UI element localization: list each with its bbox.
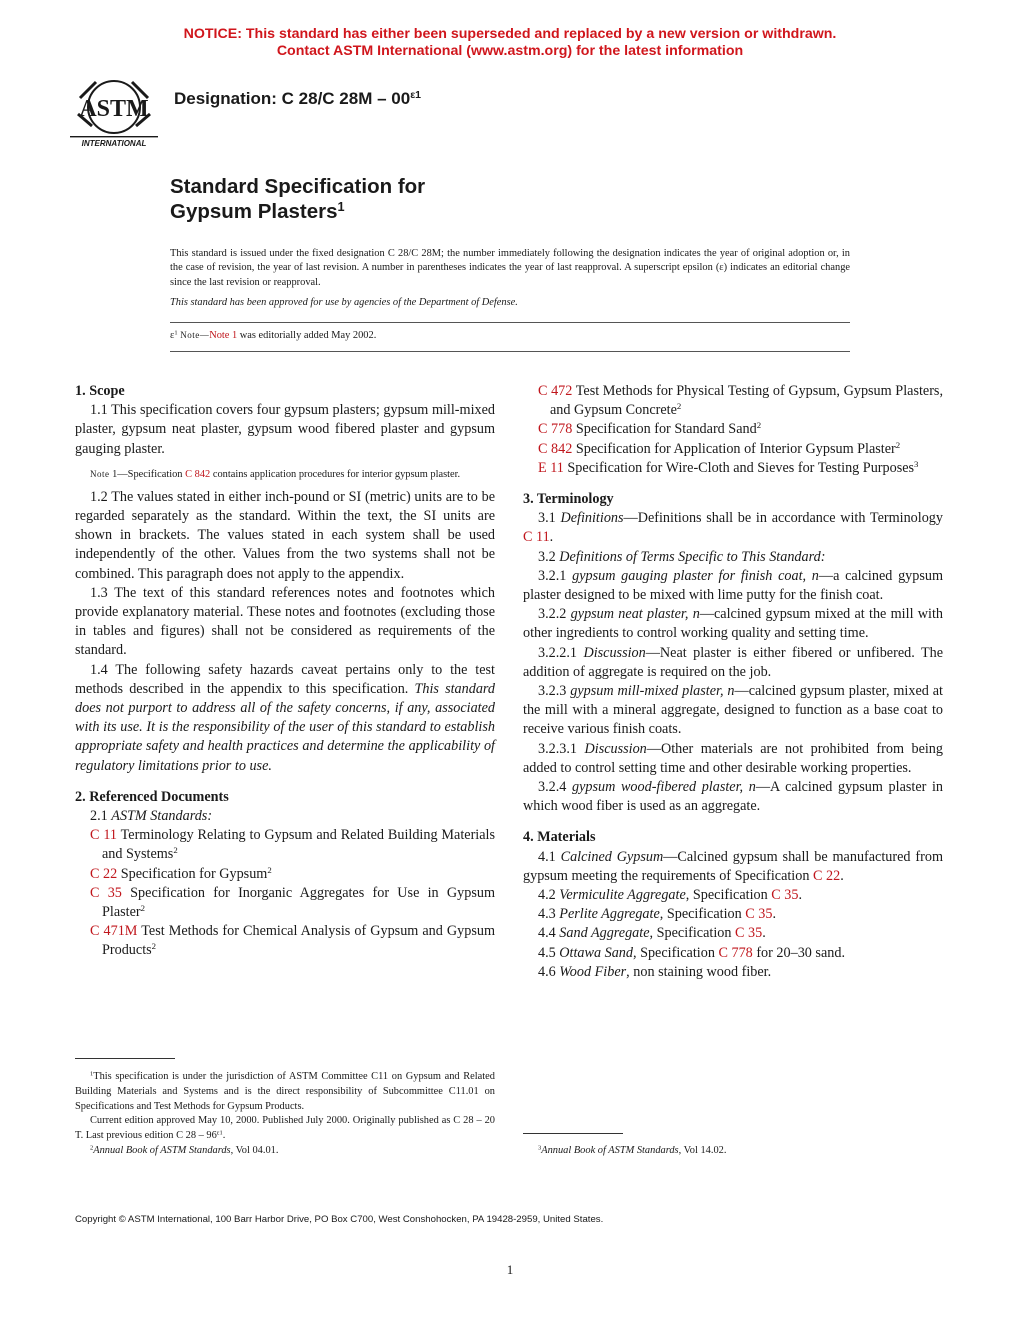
notice-banner xyxy=(0,26,1020,60)
logo-text: ASTM xyxy=(79,96,149,122)
ref-c778-text: Specification for Standard Sand xyxy=(572,421,757,438)
para-4-3-num: 4.3 xyxy=(538,906,560,923)
para-4-6 xyxy=(523,963,943,982)
notice-line-1: NOTICE: This standard has either been superseded and replaced by a new version or withdrawn. xyxy=(183,26,837,42)
designation xyxy=(174,89,421,109)
section-3-heading: 3. Terminology xyxy=(523,491,614,508)
footnote-1-mark: 1 xyxy=(90,1070,94,1078)
note-1 xyxy=(75,467,495,482)
para-4-3-label: Perlite Aggregate xyxy=(559,906,660,923)
ref-c472-link[interactable]: C 472 xyxy=(538,383,573,399)
section-2-heading: 2. Referenced Documents xyxy=(75,788,229,805)
ref-c22-text: Specification for Gypsum xyxy=(117,865,268,882)
ref-c22-fn: 2 xyxy=(267,864,272,875)
editorial-epsilon: ε xyxy=(170,330,175,341)
para-1-3: 1.3 The text of this standard references notes and footnotes which provide explanatory material. These notes and footnotes (excluding those in tables and figures) shall not be considered as requirements of the standard. xyxy=(75,584,495,659)
ref-c35-fn: 2 xyxy=(140,903,146,914)
para-4-4-text: , Specification xyxy=(649,925,736,942)
ref-c472-text: Test Methods for Physical Testing of Gypsum, Gypsum Plasters, and Gypsum Concrete xyxy=(550,383,943,419)
logo-subtext: INTERNATIONAL xyxy=(81,139,147,148)
title-line-1: Standard Specification for xyxy=(170,175,426,198)
editorial-note xyxy=(170,330,376,341)
divider-top xyxy=(170,322,850,323)
ref-item-c35 xyxy=(75,884,495,922)
note-1-link[interactable]: Note 1 xyxy=(209,330,238,341)
ref-c472-fn: 2 xyxy=(676,401,682,412)
para-1-1: 1.1 This specification covers four gypsum plasters; gypsum mill-mixed plaster, gypsum neat plaster, gypsum wood fibered plaster and gypsum gauging plaster. xyxy=(75,402,495,457)
para-3-2-2-1-text: —Neat plaster is either fibered or unfibered. The addition of aggregate is required on the job. xyxy=(523,644,943,680)
ref-c842-fn: 2 xyxy=(895,439,901,450)
issue-block xyxy=(170,247,850,311)
ref-c11-text: Terminology Relating to Gypsum and Related Building Materials and Systems xyxy=(102,827,496,863)
note-1-pre: 1—Specification xyxy=(109,468,186,480)
para-3-2-2-num: 3.2.2 xyxy=(538,606,571,623)
para-3-2 xyxy=(523,548,943,567)
para-3-2-3-1 xyxy=(523,740,943,778)
ref-c842-text: Specification for Application of Interior Gypsum Plaster xyxy=(572,440,896,457)
para-3-1-num: 3.1 xyxy=(538,510,561,527)
para-4-1-c22-link[interactable]: C 22 xyxy=(812,867,841,884)
ref-c35-text: Specification for Inorganic Aggregates for Use in Gypsum Plaster xyxy=(102,884,495,921)
page-number: 1 xyxy=(506,1262,514,1277)
astm-logo-graphic xyxy=(66,74,162,150)
footnotes-left xyxy=(75,1070,495,1159)
ref-e11-text: Specification for Wire-Cloth and Sieves for Testing Purposes xyxy=(563,459,915,476)
para-4-2: 4.2 Vermiculite Aggregate, Specification C 35. xyxy=(538,887,803,904)
para-3-2-2-1-num: 3.2.2.1 xyxy=(538,644,584,661)
para-2-1 xyxy=(75,807,495,826)
para-3-2-2-text: —calcined gypsum mixed at the mill with other ingredients to control working quality and setting time. xyxy=(523,606,944,642)
footnote-rule-left xyxy=(75,1058,175,1059)
para-3-2-4-num: 3.2.4 xyxy=(538,779,572,796)
ref-item-c778 xyxy=(523,420,943,439)
para-3-2-1-text: —a calcined gypsum plaster designed to be mixed with lime putty for the finish coat. xyxy=(523,567,943,604)
para-4-5-post: for 20–30 sand. xyxy=(752,944,845,961)
para-4-4-label: Sand Aggregate xyxy=(559,925,650,942)
para-4-6-text: , non staining wood fiber. xyxy=(626,963,772,980)
para-3-2-num: 3.2 xyxy=(538,548,560,565)
para-3-2-2-term: gypsum neat plaster, n xyxy=(570,606,700,623)
para-3-2-3-1-num: 3.2.3.1 xyxy=(538,740,585,757)
left-column xyxy=(75,382,495,961)
para-1-4 xyxy=(75,661,495,776)
footnote-2 xyxy=(75,1144,495,1159)
editorial-note-label: Note— xyxy=(180,330,210,340)
editorial-note-text: was editorially added May 2002. xyxy=(237,330,377,341)
para-1-4-plain: 1.4 The following safety hazards caveat pertains only to the test methods described in the appendix to this specification. xyxy=(75,661,495,697)
footnote-1-edition: Current edition approved May 10, 2000. Published July 2000. Originally published as C 28 – 20 T. Last previous edition C $28 - 96^{\varepsilon 1}$. xyxy=(75,1115,495,1142)
footnote-2-label: Annual Book of ASTM Standards xyxy=(93,1144,231,1156)
footnote-rule-right xyxy=(523,1133,623,1134)
para-4-3-text: , Specification xyxy=(659,906,746,923)
footnote-2-text: , Vol 04.01. xyxy=(230,1144,279,1156)
para-4-1-text: —Calcined gypsum shall be manufactured from gypsum meeting the requirements of Specification xyxy=(523,848,943,884)
para-4-1: 4.1 Calcined Gypsum—Calcined gypsum shall be manufactured from gypsum meeting the requirements of Specification C 22. xyxy=(523,848,943,884)
para-4-4-c35-link[interactable]: C 35 xyxy=(735,925,763,942)
para-4-4-num: 4.4 xyxy=(538,925,560,942)
footnote-1-text: This specification is under the jurisdiction of ASTM Committee C11 on Gypsum and Related Building Materials and Systems and is the direct responsibility of Subcommittee C11.01 on Specifications and Test Methods for Gypsum Products. xyxy=(75,1071,495,1112)
para-3-1: 3.1 Definitions—Definitions shall be in accordance with Terminology C 11. xyxy=(523,510,943,546)
para-3-2-4-term: gypsum wood-fibered plaster, n xyxy=(572,779,756,796)
note-1-c842-link[interactable]: C 842 xyxy=(185,468,211,480)
para-3-2-3 xyxy=(523,682,943,740)
ref-c22-link[interactable]: C 22 xyxy=(90,865,118,882)
para-3-2-label: Definitions of Terms Specific to This Standard: xyxy=(559,548,826,565)
para-2-1-num: 2.1 xyxy=(90,808,112,825)
astm-logo xyxy=(66,74,162,150)
title-line-2: Gypsum Plasters xyxy=(170,200,338,223)
footnote-3-mark: 3 xyxy=(538,1144,542,1152)
para-4-2-label: Vermiculite Aggregate xyxy=(559,887,686,904)
issue-note: This standard is issued under the fixed designation C 28/C 28M; the number immediately following the designation indicates the year of original adoption or, in the case of revision, the year of last revision. A number in parentheses indicates the year of last reapproval. A superscript epsilon (ε) indicates an editorial change since the last revision or reapproval. xyxy=(170,248,850,288)
dod-note: This standard has been approved for use by agencies of the Department of Defense. xyxy=(170,297,518,309)
para-3-2-1-term: gypsum gauging plaster for finish coat, n xyxy=(572,567,819,584)
document-title xyxy=(170,174,425,224)
footnote-3 xyxy=(523,1144,943,1159)
para-4-5-c778-link[interactable]: C 778 xyxy=(718,944,753,961)
para-3-2-2-1-label: Discussion xyxy=(583,644,646,661)
footnote-1-edition-text: Current edition approved May 10, 2000. Published July 2000. Originally published as C 28 – 20 T. Last previous edition C 28 – 96 xyxy=(75,1115,495,1142)
section-4-heading: 4. Materials xyxy=(523,829,596,846)
ref-c842-link[interactable]: C 842 xyxy=(538,440,573,457)
divider-bottom xyxy=(170,351,850,352)
para-3-2-2 xyxy=(523,605,943,643)
para-3-2-3-num: 3.2.3 xyxy=(538,683,571,700)
notice-line-2: Contact ASTM International (www.astm.org) for the latest information xyxy=(276,43,744,59)
para-1-4-caveat: This standard does not purport to address all of the safety concerns, if any, associated with its use. It is the responsibility of the user of this standard to establish appropriate safety and health practices and determine the applicability of regulatory limitations prior to use. xyxy=(75,680,495,774)
para-3-2-4 xyxy=(523,778,943,816)
ref-c471m-fn: 2 xyxy=(151,941,157,952)
para-4-4: 4.4 Sand Aggregate, Specification C 35. xyxy=(538,925,766,942)
ref-c11-fn: 2 xyxy=(173,845,178,856)
ref-c471m-link[interactable]: C 471M xyxy=(90,923,138,940)
ref-c11-link[interactable]: C 11 xyxy=(90,827,117,844)
para-4-2-c35-link[interactable]: C 35 xyxy=(771,887,799,904)
para-4-5-text: , Specification xyxy=(632,944,719,961)
footnote-3-text: , Vol 14.02. xyxy=(678,1145,727,1156)
section-1-heading: 1. Scope xyxy=(75,383,125,399)
para-3-2-3-term: gypsum mill-mixed plaster, n xyxy=(570,683,735,700)
designation-superscript: ε1 xyxy=(410,89,422,102)
ref-c35-link[interactable]: C 35 xyxy=(90,884,122,901)
para-3-2-1-num: 3.2.1 xyxy=(538,567,573,584)
para-3-1-text: —Definitions shall be in accordance with Terminology xyxy=(623,510,943,527)
ref-c778-fn: 2 xyxy=(756,420,762,431)
para-1-2: 1.2 The values stated in either inch-pound or SI (metric) units are to be regarded separately as the standard. Within the text, the SI units are shown in brackets. The values stated in each system shall be used independently of the other. Values from the two systems shall not be combined. This paragraph does not apply to the appendix. xyxy=(75,488,495,582)
ref-item-c22 xyxy=(75,865,495,884)
title-footnote-mark: 1 xyxy=(337,199,345,215)
ref-item-c842 xyxy=(523,440,943,459)
para-4-5-num: 4.5 xyxy=(538,944,560,961)
para-4-3-c35-link[interactable]: C 35 xyxy=(745,906,773,923)
para-4-1-num: 4.1 xyxy=(538,848,561,865)
editorial-epsilon-sup: 1 xyxy=(174,329,178,337)
note-1-post: contains application procedures for interior gypsum plaster. xyxy=(210,468,461,480)
footnote-3-label: Annual Book of ASTM Standards xyxy=(541,1145,679,1156)
para-2-1-label: ASTM Standards: xyxy=(111,808,213,825)
footnotes-right xyxy=(523,1144,943,1159)
ref-c778-link[interactable]: C 778 xyxy=(538,421,573,438)
footnote-1-edition-sup: ε1 xyxy=(216,1129,223,1137)
designation-label: Designation: C 28/C 28M – 00 xyxy=(174,89,411,108)
ref-item-c11 xyxy=(75,826,495,864)
ref-item-c472 xyxy=(523,382,943,420)
para-4-2-num: 4.2 xyxy=(538,887,560,904)
para-4-2-text: , Specification xyxy=(685,887,772,904)
note-1-label: Note xyxy=(90,468,110,479)
para-4-5-label: Ottawa Sand xyxy=(559,944,633,961)
ref-e11-fn: 3 xyxy=(914,458,919,469)
para-3-1-label: Definitions xyxy=(560,510,624,527)
para-4-6-num: 4.6 xyxy=(538,963,560,980)
para-3-2-2-1 xyxy=(523,644,943,682)
para-4-1-label: Calcined Gypsum xyxy=(560,848,664,865)
ref-item-c471m xyxy=(75,922,495,960)
para-4-3: 4.3 Perlite Aggregate, Specification C 35. xyxy=(538,906,776,923)
para-3-2-3-1-text: —Other materials are not prohibited from being added to control setting time and other desirable working properties. xyxy=(523,740,943,776)
footnote-2-mark: 2 xyxy=(90,1144,94,1152)
para-3-1-c11-link[interactable]: C 11 xyxy=(523,529,550,546)
para-3-2-4-text: —A calcined gypsum plaster in which wood fiber is used as an aggregate. xyxy=(523,779,944,815)
ref-item-e11 xyxy=(523,459,943,478)
ref-e11-link[interactable]: E 11 xyxy=(538,459,564,476)
ref-c471m-text: Test Methods for Chemical Analysis of Gypsum and Gypsum Products xyxy=(102,923,496,959)
para-4-5 xyxy=(523,944,943,963)
para-3-2-3-1-label: Discussion xyxy=(584,740,647,757)
footnote-1 xyxy=(75,1070,495,1114)
para-3-2-1 xyxy=(523,567,943,605)
copyright: Copyright © ASTM International, 100 Barr Harbor Drive, PO Box C700, West Conshohocken, PA 19428-2959, United States. xyxy=(75,1214,604,1225)
para-4-6-label: Wood Fiber xyxy=(559,963,627,980)
para-3-2-3-text: —calcined gypsum plaster, mixed at the mill with a mineral aggregate, designed to function as a base coat to receive various finish coats. xyxy=(523,683,943,738)
right-column xyxy=(523,382,943,982)
